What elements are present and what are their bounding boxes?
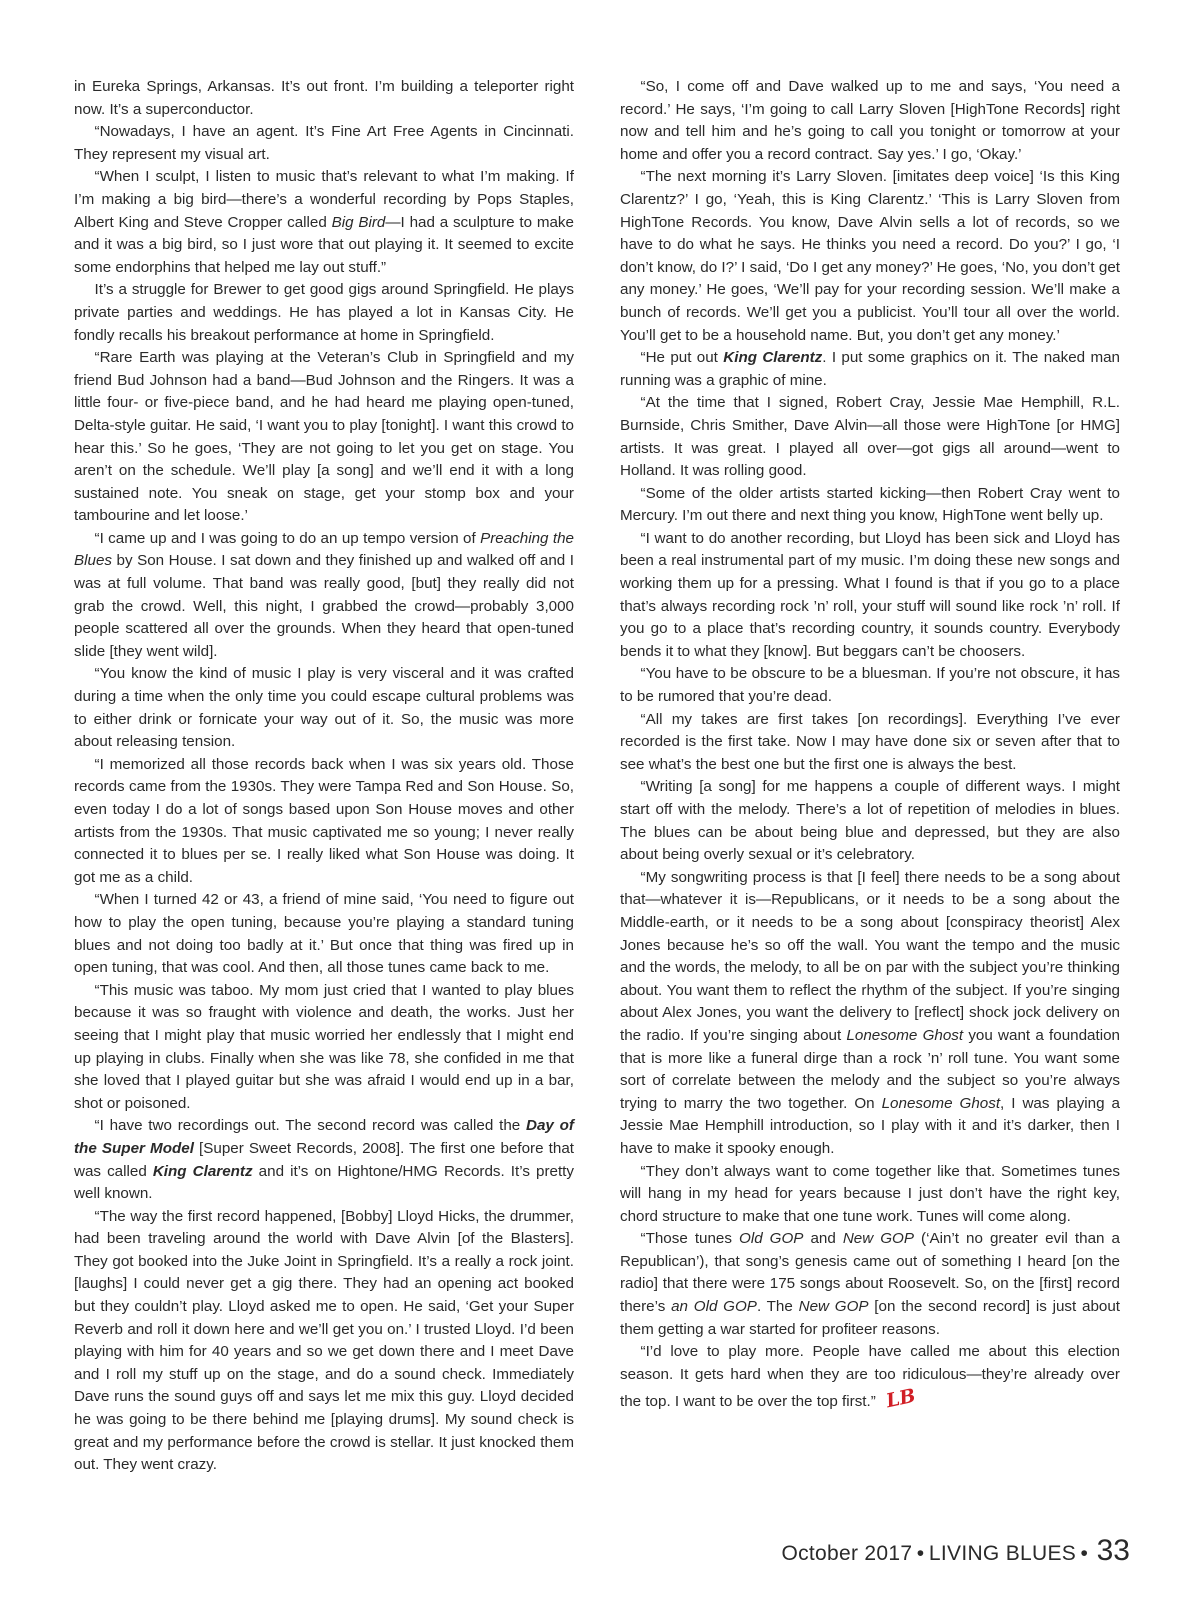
text-run: [on the second record] is just about them getting a war started for profiteer reasons. [620, 1298, 1121, 1338]
text-run: “He put out [640, 349, 724, 367]
paragraph-l4 [74, 279, 574, 347]
text-run: . I put some graphics on it. The naked man running was a graphic of mine. [620, 349, 1120, 389]
paragraph-r7 [620, 663, 1120, 708]
paragraph-l7 [74, 663, 574, 753]
paragraph-l3 [74, 166, 574, 279]
footer-separator-2: • [1080, 1542, 1089, 1565]
text-run: , I was playing a Jessie Mae Hemphill introduction, so I play with it and it’s darker, then I have to make it spooky enough. [620, 1094, 1120, 1157]
text-run: “You have to be obscure to be a bluesman. If you’re not obscure, it has to be rumored that you’re dead. [620, 665, 1120, 706]
text-run: “At the time that I signed, Robert Cray, Jessie Mae Hemphill, R.L. Burnside, Chris Smither, Dave Alvin—all those were HighTone [or HMG] artists. It was great. I played all over—got gigs all around—went to Holland. It was rolling good. [620, 394, 1120, 480]
title-text: Lonesome Ghost [846, 1026, 964, 1044]
title-text: Old GOP [739, 1230, 804, 1248]
title-text: an Old GOP [671, 1298, 757, 1316]
text-run: “You know the kind of music I play is very visceral and it was crafted during a time when the only time you could escape cultural problems was to either drink or fornicate your way out of it. So, the music was more about releasing tension. [74, 665, 574, 751]
text-run: “Writing [a song] for me happens a couple of different ways. I might start off with the melody. There’s a lot of repetition of melodies in blues. The blues can be about being blue and depressed, but they are also about being overly sexual or it’s celebratory. [620, 778, 1120, 864]
paragraph-l9 [74, 889, 574, 979]
text-run: by Son House. I sat down and they finished up and walked off and I was at full volume. That band was really good, [but] they really did not grab the crowd. Well, this night, I grabbed the crowd—probably 3,000 people scattered all over the grounds. When they heard that open-tuned slide [they went wild]. [74, 552, 574, 660]
paragraph-l1 [74, 76, 574, 121]
text-run: “Those tunes [640, 1230, 739, 1248]
text-run: “This music was taboo. My mom just cried that I wanted to play blues because it was so fraught with violence and death, the works. Just her seeing that I might play that music worried her endlessly that I might end up playing in clubs. Finally when she was like 78, she confided in me that she loved that I played guitar but she was afraid I would end up in a bar, shot or poisoned. [74, 981, 574, 1112]
title-text: Lonesome Ghost [881, 1094, 1001, 1112]
text-run: and [803, 1230, 843, 1248]
paragraph-r10 [620, 867, 1120, 1161]
paragraph-r4 [620, 392, 1120, 482]
text-run: “I have two recordings out. The second record was called the [94, 1117, 526, 1135]
text-run: and it’s on Hightone/HMG Records. It’s pretty well known. [74, 1162, 574, 1203]
text-run: you want a foundation that is more like a funeral dirge than a rock ’n’ roll tune. You want some sort of correlate between the melody and the subject so you’re always trying to marry the two together. On [620, 1026, 1120, 1112]
paragraph-r13 [620, 1341, 1120, 1414]
paragraph-r12 [620, 1228, 1120, 1341]
paragraph-r6 [620, 528, 1120, 664]
text-run: “I came up and I was going to do an up tempo version of [94, 529, 481, 547]
right-column [620, 76, 1120, 1414]
paragraph-r8 [620, 709, 1120, 777]
title-text: Big Bird [331, 213, 386, 231]
paragraph-r1 [620, 76, 1120, 166]
text-run: “So, I come off and Dave walked up to me and says, ‘You need a record.’ He says, ‘I’m going to call Larry Sloven [HighTone Records] right now and tell him and he’s going to call you tonight or tomorrow at your home and offer you a record contract. Say yes.’ I go, ‘Okay.’ [620, 78, 1120, 163]
paragraph-l12 [74, 1206, 574, 1477]
title-text: King Clarentz [723, 349, 823, 367]
title-text: King Clarentz [152, 1162, 253, 1180]
text-run: “Rare Earth was playing at the Veteran’s Club in Springfield and my friend Bud Johnson had a band—Bud Johnson and the Ringers. It was a little four- or five-piece band, and he had heard me playing open-tuned, Delta-style guitar. He said, ‘I want you to play [tonight]. I want this crowd to hear this.’ So he goes, ‘They are not going to let you get on stage. You aren’t on the schedule. We’ll play [a song] and we’ll end it with a long sustained note. You sneak on stage, get your stomp box and your tambourine and let loose.’ [74, 349, 574, 525]
text-run: [Super Sweet Records, 2008]. The first one before that was called [74, 1139, 574, 1180]
footer-separator: • [916, 1542, 925, 1565]
svg-text:LB: LB [883, 1385, 918, 1413]
title-text: New GOP [842, 1230, 914, 1248]
paragraph-r2 [620, 166, 1120, 347]
left-column [74, 76, 574, 1477]
paragraph-r5 [620, 483, 1120, 528]
page-footer [781, 1534, 1130, 1568]
paragraph-l10 [74, 980, 574, 1116]
text-run: “I want to do another recording, but Lloyd has been sick and Lloyd has been a real instrumental part of my music. I’m doing these new songs and working them up for a pressing. What I found is that if you go to a place that’s always recording rock ’n’ roll, your stuff will sound like rock ’n’ roll. If you go to a place that’s recording country, it sounds country. Everybody bends it to what they [know]. But beggars can’t be choosers. [620, 529, 1120, 660]
paragraph-r3 [620, 347, 1120, 392]
title-text: New GOP [798, 1298, 869, 1316]
text-run: “When I sculpt, I listen to music that’s relevant to what I’m making. If I’m making a big bird—there’s a wonderful recording by Pops Staples, Albert King and Steve Cropper called [74, 168, 574, 231]
paragraph-l11 [74, 1115, 574, 1205]
text-run: “Some of the older artists started kicking—then Robert Cray went to Mercury. I’m out there and next thing you know, HighTone went belly up. [620, 484, 1120, 525]
footer-magazine-name: LIVING BLUES [928, 1542, 1077, 1565]
text-run: “When I turned 42 or 43, a friend of mine said, ‘You need to figure out how to play the open tuning, because you’re playing a standard tuning blues and not doing too badly at it.’ But once that thing was fired up in open tuning, that was cool. And then, all those tunes came back to me. [74, 891, 574, 977]
text-run: “I’d love to play more. People have called me about this election season. It gets hard when they are too ridiculous—they’re already over the top. I want to be over the top first.” [620, 1343, 1120, 1411]
text-run: “I memorized all those records back when I was six years old. Those records came from the 1930s. They were Tampa Red and Son House. So, even today I do a lot of songs based upon Son House moves and other artists from the 1930s. That music captivated me so young; I never really connected it to blues per se. I really liked what Son House was doing. It got me as a child. [74, 755, 574, 886]
title-text: Preaching the Blues [74, 529, 574, 570]
text-run: (‘Ain’t no greater evil than a Republican’), that song’s genesis came out of something I heard [on the radio] that there were 175 songs about Roosevelt. So, on the [first] record there’s [620, 1230, 1120, 1316]
page-number: 33 [1096, 1534, 1130, 1567]
living-blues-end-mark-icon [883, 1385, 918, 1413]
text-run: —I had a sculpture to make and it was a big bird, so I just wore that out playing it. It seemed to excite some endorphins that helped me lay out stuff.” [74, 213, 574, 276]
text-run: “The way the first record happened, [Bobby] Lloyd Hicks, the drummer, had been traveling around the world with Dave Alvin [of the Blasters]. They got booked into the Juke Joint in Springfield. It’s a really a rock joint. [laughs] I could never get a gig there. They had an opening act booked but they couldn’t play. Lloyd asked me to open. He said, ‘Get your Super Reverb and roll it down here and we’ll get you on.’ I trusted Lloyd. I’d been playing with him for 40 years and so we get down there and I meet Dave and I roll my stuff up on the stage, and do a sound check. Immediately Dave runs the sound guys off and says let me mix this guy. Lloyd decided he was going to be there behind me [playing drums]. My sound check is great and my performance before the crowd is stellar. It just knocked them out. They went crazy. [74, 1207, 574, 1474]
text-run: . The [756, 1298, 799, 1316]
paragraph-l6 [74, 528, 574, 664]
text-run: “My songwriting process is that [I feel] there needs to be a song about that—whatever it is—Republicans, or it needs to be a song about the Middle-earth, or it needs to be a song about [conspiracy theorist] Alex Jones because he’s so off the wall. You want the tempo and the music and the words, the melody, to all be on par with the subject you’re thinking about. You want them to reflect the rhythm of the subject. If you’re singing about Alex Jones, you want the delivery to [reflect] shock jock delivery on the radio. If you’re singing about [620, 868, 1120, 1044]
paragraph-r11 [620, 1161, 1120, 1229]
paragraph-l2 [74, 121, 574, 166]
text-run: in Eureka Springs, Arkansas. It’s out front. I’m building a teleporter right now. It’s a superconductor. [74, 78, 574, 118]
text-run: “The next morning it’s Larry Sloven. [imitates deep voice] ‘Is this King Clarentz?’ I go, ‘Yeah, this is King Clarentz.’ ‘This is Larry Sloven from HighTone Records. You know, Dave Alvin sells a lot of records, so we have to do what he says. He thinks you need a record. Do you?’ I go, ‘I don’t know, do I?’ I said, ‘Do I get any money?’ He goes, ‘No, you don’t get any money.’ He goes, ‘We’ll pay for your recording session. We’ll make a bunch of records. We’ll get you a publicist. You’ll tour all over the world. You’ll get to be a household name. But, you don’t get any money.’ [620, 168, 1120, 344]
text-run: “Nowadays, I have an agent. It’s Fine Art Free Agents in Cincinnati. They represent my visual art. [74, 123, 574, 163]
title-text: Day of the Super Model [74, 1117, 574, 1157]
paragraph-l8 [74, 754, 574, 890]
text-run: It’s a struggle for Brewer to get good gigs around Springfield. He plays private parties and weddings. He has played a lot in Kansas City. He fondly recalls his breakout performance at home in Springfield. [74, 281, 574, 344]
text-run: “They don’t always want to come together like that. Sometimes tunes will hang in my head for years because I just don’t have the right key, chord structure to make that one tune work. Tunes will come along. [620, 1162, 1120, 1225]
text-run: “All my takes are first takes [on recordings]. Everything I’ve ever recorded is the first take. Now I may have done six or seven after that to see what’s the best one but the first one is always the best. [620, 710, 1120, 773]
paragraph-r9 [620, 776, 1120, 866]
paragraph-l5 [74, 347, 574, 528]
footer-date: October 2017 [781, 1542, 913, 1565]
